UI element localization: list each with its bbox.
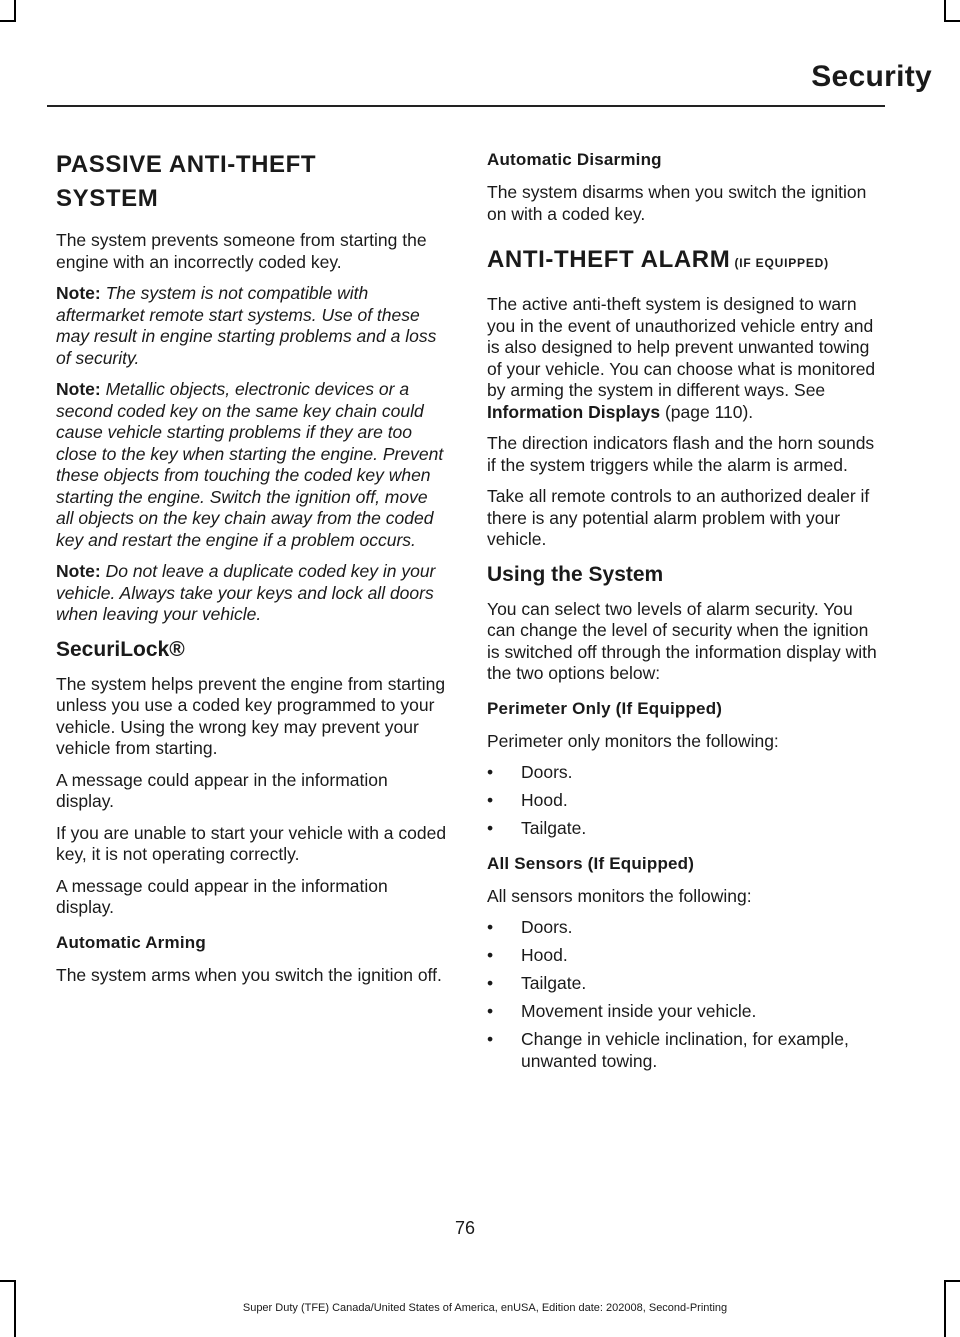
list-item: • Change in vehicle inclination, for example, unwanted towing.	[487, 1029, 879, 1072]
list-item: • Hood.	[487, 945, 879, 967]
paragraph-perimeter-only: Perimeter only monitors the following:	[487, 730, 779, 751]
paragraph-direction-indicators: The direction indicators flash and the horn sounds if the system triggers while the alarm is armed.	[487, 433, 875, 475]
note-label: Note:	[56, 379, 101, 399]
section-title: Security	[811, 60, 932, 93]
heading-securilock: SecuriLock®	[56, 637, 185, 661]
paragraph-all-sensors: All sensors monitors the following:	[487, 885, 752, 906]
heading-passive-anti-theft	[56, 148, 448, 216]
note-text: The system is not compatible with aftermarket remote start systems. Use of these may result in engine starting problems and a loss of security.	[56, 283, 437, 368]
paragraph-remote-controls: Take all remote controls to an authorized dealer if there is any potential alarm problem with your vehicle.	[487, 486, 870, 549]
note-text: Do not leave a duplicate coded key in your vehicle. Always take your keys and lock all doors when leaving your vehicle.	[56, 561, 436, 624]
paragraph-message-2: A message could appear in the information display.	[56, 875, 388, 917]
header-rule	[47, 105, 885, 107]
crop-mark	[0, 1280, 16, 1282]
heading-automatic-disarming: Automatic Disarming	[487, 150, 662, 169]
crop-mark	[944, 20, 960, 22]
cross-reference-page: (page 110).	[660, 401, 754, 422]
heading-using-the-system: Using the System	[487, 562, 664, 586]
heading-automatic-arming: Automatic Arming	[56, 932, 206, 952]
note-label: Note:	[56, 561, 101, 581]
heading-all-sensors: All Sensors (If Equipped)	[487, 853, 695, 873]
note-3	[56, 561, 448, 626]
note-2	[56, 379, 448, 551]
alarm-text: The active anti-theft system is designed to warn you in the event of unauthorized vehicle entry and is also designed to help prevent unwanted towing of your vehicle. You can choose what is monitored by arming the system in different ways. See	[487, 294, 876, 400]
footer-edition: Super Duty (TFE) Canada/United States of America, enUSA, Edition date: 202008, Second-Printing	[242, 1302, 728, 1314]
heading-suffix: (IF EQUIPPED)	[730, 256, 829, 270]
note-label: Note:	[56, 283, 101, 303]
paragraph-unable-to-start: If you are unable to start your vehicle with a coded key, it is not operating correctly.	[56, 822, 447, 864]
heading-text: ANTI-THEFT ALARM	[487, 246, 731, 273]
crop-mark	[14, 0, 16, 20]
list-item: • Movement inside your vehicle.	[487, 1001, 879, 1023]
heading-anti-theft-alarm	[487, 243, 879, 280]
left-column	[56, 148, 448, 996]
perimeter-list	[487, 762, 879, 840]
paragraph-automatic-arming: The system arms when you switch the ignition off.	[56, 964, 442, 985]
paragraph-intro: The system prevents someone from starting the engine with an incorrectly coded key.	[56, 230, 427, 272]
heading-line-1: PASSIVE ANTI-THEFT	[56, 151, 317, 178]
crop-mark	[0, 20, 16, 22]
paragraph-securilock: The system helps prevent the engine from starting unless you use a coded key programmed to your vehicle. Using the wrong key may prevent your vehicle from starting.	[56, 673, 446, 758]
list-item: • Tailgate.	[487, 973, 879, 995]
paragraph-automatic-disarming: The system disarms when you switch the ignition on with a coded key.	[487, 182, 867, 224]
list-item: • Hood.	[487, 790, 879, 812]
cross-reference-link[interactable]: Information Displays	[487, 401, 661, 422]
paragraph-message-1: A message could appear in the information display.	[56, 769, 388, 811]
page-number: 76	[454, 1218, 476, 1238]
note-text: Metallic objects, electronic devices or a second coded key on the same key chain could cause vehicle starting problems if they are too close to the key when starting the engine. Prevent these objects from touching the coded key when starting the engine. Switch the ignition off, move all objects on the key chain away from the coded key and restart the engine if a problem occurs.	[56, 379, 444, 550]
all-sensors-list	[487, 917, 879, 1072]
note-1	[56, 283, 448, 369]
right-column	[487, 148, 879, 1084]
paragraph-using-the-system: You can select two levels of alarm security. You can change the level of security when the ignition is switched off through the information display with the two options below:	[487, 598, 877, 683]
crop-mark	[944, 1280, 960, 1282]
crop-mark	[944, 0, 946, 20]
list-item: • Doors.	[487, 917, 879, 939]
list-item: • Doors.	[487, 762, 879, 784]
heading-perimeter-only: Perimeter Only (If Equipped)	[487, 698, 723, 718]
paragraph-alarm	[487, 294, 879, 423]
heading-line-2: SYSTEM	[56, 185, 159, 212]
list-item: • Tailgate.	[487, 818, 879, 840]
